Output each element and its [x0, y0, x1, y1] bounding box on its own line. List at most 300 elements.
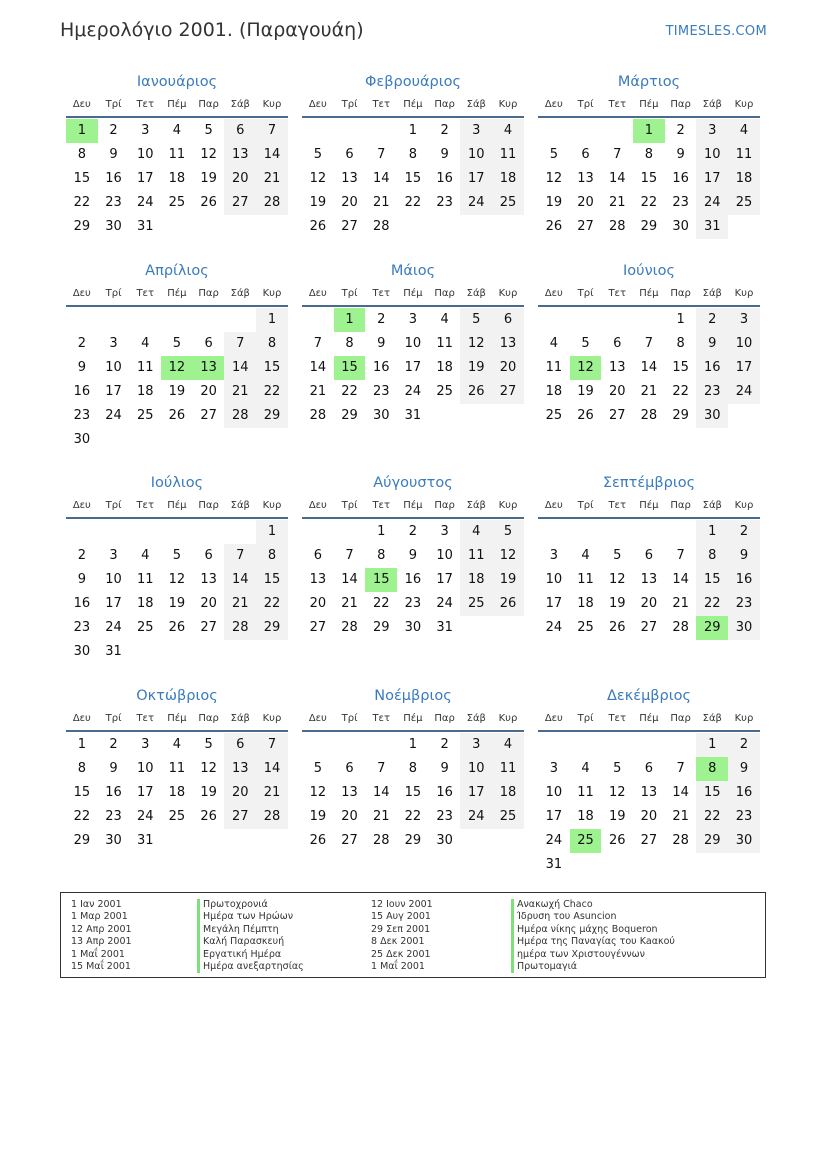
legend-date: 12 Απρ 2001 [71, 923, 132, 935]
brand-link[interactable]: TIMESLES.COM [665, 24, 767, 39]
day-cell: 29 [672, 408, 689, 423]
day-cell: 10 [136, 147, 154, 162]
day-cell: 11 [577, 785, 594, 800]
month-name: Αύγουστος [373, 475, 453, 491]
day-cell: 13 [341, 785, 358, 800]
day-cell: 25 [728, 191, 760, 215]
legend-date: 25 Δεκ 2001 [371, 948, 431, 960]
legend-date: 13 Απρ 2001 [71, 936, 132, 948]
day-cell: 15 [696, 568, 728, 592]
holiday-legend [60, 892, 766, 978]
day-cell: 4 [172, 737, 182, 752]
day-cell: 12 [200, 147, 217, 162]
day-cell: 30 [696, 404, 728, 428]
day-cell: 27 [200, 408, 217, 423]
day-cell: 21 [372, 809, 390, 824]
day-cell: 2 [696, 308, 728, 332]
day-cell: 3 [549, 548, 558, 563]
day-cell: 22 [73, 195, 91, 210]
day-cell: 3 [549, 761, 558, 776]
day-cell: 19 [608, 809, 626, 824]
day-cell: 9 [676, 147, 685, 162]
day-cell: 16 [728, 781, 760, 805]
day-cell: 17 [460, 167, 492, 191]
day-cell: 29 [696, 829, 728, 853]
month-block [538, 259, 760, 428]
day-cell: 31 [545, 857, 563, 872]
empty-cell [365, 119, 397, 143]
day-cell: 20 [224, 167, 256, 191]
day-cell: 11 [545, 360, 563, 375]
day-cell: 12 [608, 785, 626, 800]
day-cell: 14 [640, 360, 658, 375]
day-grid [538, 520, 760, 640]
day-cell: 5 [172, 336, 182, 351]
weekday-label: Τετ [608, 713, 626, 724]
weekday-label: Τετ [608, 500, 626, 511]
weekday-label: Πέμ [167, 713, 187, 724]
day-cell: 3 [141, 737, 150, 752]
day-cell: 19 [309, 195, 327, 210]
day-cell: 21 [640, 384, 658, 399]
day-cell: 18 [136, 384, 154, 399]
day-cell: 24 [728, 380, 760, 404]
day-cell: 15 [73, 785, 91, 800]
day-cell: 25 [168, 809, 186, 824]
empty-cell [633, 520, 665, 544]
day-cell: 13 [640, 572, 658, 587]
weekday-label: Πέμ [167, 500, 187, 511]
weekday-label: Σάβ [230, 288, 250, 299]
day-cell: 12 [460, 332, 492, 356]
day-cell: 14 [341, 572, 358, 587]
day-cell: 26 [200, 195, 217, 210]
legend-date: 12 Ιουν 2001 [371, 899, 433, 910]
day-cell: 5 [613, 761, 622, 776]
day-cell: 4 [141, 336, 150, 351]
day-cell: 17 [404, 360, 422, 375]
legend-date: 1 Μαρ 2001 [71, 911, 128, 923]
legend-holiday-name: Ανακωχή Chaco [511, 899, 675, 911]
legend-holiday-name: Ημέρα ανεξαρτησίας [197, 961, 304, 973]
day-cell: 31 [136, 833, 154, 848]
day-cell: 9 [440, 761, 449, 776]
empty-cell [570, 308, 602, 332]
day-cell: 13 [492, 332, 524, 356]
day-cell: 10 [105, 360, 122, 375]
day-cell: 22 [696, 592, 728, 616]
weekday-label: Παρ [670, 713, 691, 724]
day-cell: 21 [224, 592, 256, 616]
weekday-label: Κυρ [734, 500, 754, 511]
day-cell: 20 [200, 384, 217, 399]
day-cell: 18 [492, 167, 524, 191]
month-block [66, 70, 288, 239]
empty-cell [538, 119, 570, 143]
page-title: Ημερολόγιο 2001. (Παραγουάη) [60, 19, 364, 41]
month-block [66, 684, 288, 853]
legend-names-left [197, 899, 304, 973]
day-cell: 1 [256, 308, 288, 332]
day-cell: 6 [345, 147, 354, 162]
day-cell: 25 [136, 620, 154, 635]
empty-cell [633, 733, 665, 757]
day-cell: 24 [460, 805, 492, 829]
legend-holiday-name: Εργατική Ημέρα [197, 949, 304, 961]
day-cell: 9 [109, 147, 118, 162]
day-cell: 15 [73, 171, 91, 186]
empty-cell [633, 308, 665, 332]
day-cell: 12 [492, 544, 524, 568]
holiday-day-cell: 1 [334, 308, 366, 332]
day-cell: 11 [136, 360, 154, 375]
weekday-label: Σάβ [466, 288, 486, 299]
day-cell: 22 [404, 195, 422, 210]
day-cell: 26 [460, 380, 492, 404]
day-cell: 22 [404, 809, 422, 824]
empty-cell [302, 119, 334, 143]
weekday-label: Τρί [341, 99, 358, 110]
day-cell: 30 [728, 829, 760, 853]
day-cell: 19 [200, 785, 217, 800]
month-name: Οκτώβριος [136, 688, 218, 704]
day-cell: 22 [73, 809, 91, 824]
day-cell: 27 [200, 620, 217, 635]
weekday-label: Σάβ [230, 713, 250, 724]
day-cell: 8 [345, 336, 354, 351]
legend-date: 1 Μαΐ 2001 [371, 960, 425, 972]
weekday-label: Τετ [372, 99, 390, 110]
day-cell: 27 [341, 833, 358, 848]
day-cell: 23 [436, 809, 453, 824]
weekday-header [302, 495, 524, 519]
weekday-label: Σάβ [702, 99, 722, 110]
empty-cell [665, 733, 697, 757]
empty-cell [161, 308, 193, 332]
legend-date: 29 Σεπ 2001 [371, 923, 431, 935]
holiday-day-cell: 29 [696, 616, 728, 640]
day-cell: 2 [728, 733, 760, 757]
empty-cell [98, 520, 130, 544]
day-cell: 2 [408, 524, 418, 539]
weekday-label: Σάβ [230, 500, 250, 511]
day-cell: 19 [492, 568, 524, 592]
weekday-label: Τρί [577, 713, 594, 724]
weekday-label: Τετ [608, 288, 626, 299]
day-cell: 17 [460, 781, 492, 805]
weekday-label: Τετ [372, 713, 390, 724]
month-name: Μάρτιος [617, 74, 681, 90]
day-grid [302, 119, 524, 239]
empty-cell [570, 520, 602, 544]
weekday-header [302, 708, 524, 732]
day-cell: 6 [313, 548, 322, 563]
day-cell: 21 [672, 596, 689, 611]
day-cell: 8 [644, 147, 654, 162]
day-cell: 5 [460, 308, 492, 332]
weekday-header [66, 495, 288, 519]
day-cell: 6 [224, 119, 256, 143]
day-cell: 19 [309, 809, 327, 824]
empty-cell [66, 308, 98, 332]
weekday-label: Δευ [308, 500, 327, 511]
day-cell: 17 [105, 384, 122, 399]
day-cell: 6 [204, 548, 213, 563]
day-cell: 12 [309, 785, 327, 800]
day-cell: 13 [577, 171, 594, 186]
month-name: Ιανουάριος [136, 74, 218, 90]
day-cell: 23 [672, 195, 689, 210]
weekday-label: Πέμ [403, 99, 423, 110]
day-cell: 29 [341, 408, 358, 423]
day-cell: 16 [372, 360, 390, 375]
empty-cell [334, 733, 366, 757]
day-cell: 23 [73, 408, 91, 423]
day-cell: 12 [545, 171, 563, 186]
weekday-header [538, 94, 760, 118]
day-cell: 2 [728, 520, 760, 544]
day-cell: 22 [372, 596, 390, 611]
day-cell: 30 [105, 833, 122, 848]
month-name: Ιούνιος [623, 263, 675, 279]
weekday-label: Σάβ [466, 99, 486, 110]
holiday-day-cell: 25 [570, 829, 602, 853]
day-cell: 6 [644, 548, 654, 563]
legend-holiday-name: Ίδρυση του Asuncion [511, 911, 675, 923]
day-cell: 28 [256, 805, 288, 829]
day-cell: 2 [109, 123, 118, 138]
weekday-label: Παρ [198, 500, 219, 511]
day-cell: 15 [696, 781, 728, 805]
day-cell: 21 [256, 167, 288, 191]
day-cell: 9 [408, 548, 418, 563]
day-cell: 16 [73, 596, 91, 611]
day-cell: 23 [105, 809, 122, 824]
day-cell: 14 [309, 360, 327, 375]
day-cell: 12 [168, 572, 186, 587]
day-cell: 28 [372, 219, 390, 234]
empty-cell [224, 520, 256, 544]
day-cell: 5 [549, 147, 558, 162]
empty-cell [365, 733, 397, 757]
day-cell: 18 [728, 167, 760, 191]
day-cell: 7 [676, 548, 685, 563]
weekday-label: Κυρ [734, 288, 754, 299]
weekday-label: Τρί [105, 288, 122, 299]
day-cell: 1 [676, 312, 685, 327]
weekday-header [538, 708, 760, 732]
day-cell: 2 [676, 123, 685, 138]
day-cell: 11 [168, 761, 186, 776]
legend-dates-left [71, 899, 132, 973]
day-cell: 25 [577, 620, 594, 635]
month-block [302, 684, 524, 853]
weekday-label: Δευ [544, 99, 563, 110]
day-cell: 8 [77, 761, 86, 776]
legend-holiday-name: Ημέρα των Ηρώων [197, 911, 304, 923]
weekday-label: Δευ [544, 288, 563, 299]
day-cell: 14 [256, 143, 288, 167]
day-cell: 23 [105, 195, 122, 210]
day-cell: 30 [105, 219, 122, 234]
weekday-label: Τετ [608, 99, 626, 110]
day-cell: 27 [224, 805, 256, 829]
day-cell: 30 [728, 616, 760, 640]
month-name: Φεβρουάριος [364, 74, 462, 90]
day-cell: 4 [492, 733, 524, 757]
day-cell: 12 [309, 171, 327, 186]
weekday-label: Τετ [372, 500, 390, 511]
empty-cell [302, 733, 334, 757]
weekday-label: Κυρ [498, 500, 518, 511]
month-block [302, 471, 524, 640]
day-cell: 6 [345, 761, 354, 776]
day-cell: 21 [256, 781, 288, 805]
month-name: Απρίλιος [145, 263, 209, 279]
day-cell: 19 [545, 195, 563, 210]
day-cell: 10 [460, 143, 492, 167]
day-cell: 9 [77, 360, 86, 375]
day-cell: 24 [460, 191, 492, 215]
day-cell: 17 [436, 572, 453, 587]
weekday-label: Παρ [670, 288, 691, 299]
weekday-label: Πέμ [167, 288, 187, 299]
day-cell: 30 [372, 408, 390, 423]
weekday-label: Κυρ [262, 99, 282, 110]
empty-cell [601, 733, 633, 757]
day-cell: 29 [404, 833, 422, 848]
day-cell: 21 [672, 809, 689, 824]
day-cell: 29 [73, 833, 91, 848]
legend-date: 8 Δεκ 2001 [371, 936, 425, 948]
day-cell: 13 [224, 143, 256, 167]
day-cell: 1 [77, 737, 86, 752]
day-cell: 17 [728, 356, 760, 380]
day-cell: 19 [460, 356, 492, 380]
day-cell: 28 [224, 404, 256, 428]
day-cell: 15 [404, 171, 422, 186]
day-cell: 25 [545, 408, 563, 423]
day-cell: 26 [168, 408, 186, 423]
day-cell: 25 [492, 191, 524, 215]
day-cell: 28 [672, 620, 689, 635]
day-cell: 20 [309, 596, 327, 611]
day-cell: 16 [436, 171, 453, 186]
weekday-label: Κυρ [498, 99, 518, 110]
day-cell: 23 [696, 380, 728, 404]
day-cell: 19 [168, 384, 186, 399]
day-cell: 16 [728, 568, 760, 592]
day-cell: 8 [377, 548, 386, 563]
day-cell: 14 [224, 568, 256, 592]
weekday-header [66, 708, 288, 732]
weekday-label: Δευ [308, 99, 327, 110]
weekday-label: Δευ [72, 99, 91, 110]
legend-holiday-name: Μεγάλη Πέμπτη [197, 924, 304, 936]
day-cell: 25 [492, 805, 524, 829]
holiday-day-cell: 12 [161, 356, 193, 380]
legend-date: 1 Ιαν 2001 [71, 899, 122, 910]
weekday-label: Τρί [105, 99, 122, 110]
day-grid [66, 119, 288, 239]
legend-holiday-name: Πρωτοχρονιά [197, 899, 304, 911]
day-cell: 27 [608, 408, 626, 423]
month-name: Σεπτέμβριος [602, 475, 696, 491]
day-cell: 26 [309, 833, 327, 848]
day-cell: 31 [696, 215, 728, 239]
day-cell: 13 [640, 785, 658, 800]
day-cell: 3 [141, 123, 150, 138]
day-cell: 29 [640, 219, 658, 234]
day-cell: 26 [577, 408, 594, 423]
day-grid [302, 733, 524, 853]
day-cell: 27 [341, 219, 358, 234]
weekday-label: Κυρ [262, 713, 282, 724]
day-cell: 20 [492, 356, 524, 380]
day-cell: 4 [492, 119, 524, 143]
day-cell: 10 [545, 785, 563, 800]
holiday-day-cell: 15 [334, 356, 366, 380]
day-cell: 28 [309, 408, 327, 423]
day-cell: 5 [204, 737, 213, 752]
day-cell: 3 [440, 524, 449, 539]
day-cell: 3 [728, 308, 760, 332]
day-cell: 9 [77, 572, 86, 587]
day-cell: 11 [136, 572, 154, 587]
weekday-label: Τρί [105, 500, 122, 511]
empty-cell [129, 520, 161, 544]
legend-date: 15 Μαΐ 2001 [71, 960, 131, 972]
day-cell: 28 [224, 616, 256, 640]
day-cell: 20 [577, 195, 594, 210]
weekday-label: Σάβ [230, 99, 250, 110]
day-cell: 10 [728, 332, 760, 356]
day-cell: 24 [545, 833, 563, 848]
weekday-header [538, 283, 760, 307]
weekday-label: Σάβ [466, 500, 486, 511]
day-cell: 11 [577, 572, 594, 587]
day-cell: 29 [256, 404, 288, 428]
legend-holiday-name: ημέρα των Χριστουγέννων [511, 949, 675, 961]
day-cell: 20 [640, 596, 658, 611]
day-cell: 15 [672, 360, 689, 375]
day-cell: 20 [224, 781, 256, 805]
day-cell: 3 [109, 548, 118, 563]
weekday-label: Τρί [105, 713, 122, 724]
weekday-label: Πέμ [639, 500, 659, 511]
weekday-label: Πέμ [167, 99, 187, 110]
day-cell: 23 [404, 596, 422, 611]
day-cell: 8 [77, 147, 86, 162]
weekday-label: Δευ [308, 713, 327, 724]
day-cell: 10 [105, 572, 122, 587]
day-cell: 16 [73, 384, 91, 399]
legend-holiday-name: Πρωτομαγιά [511, 961, 675, 973]
day-cell: 24 [545, 620, 563, 635]
empty-cell [193, 308, 225, 332]
weekday-label: Τρί [577, 500, 594, 511]
weekday-label: Σάβ [702, 713, 722, 724]
weekday-label: Πέμ [403, 713, 423, 724]
weekday-label: Παρ [434, 713, 455, 724]
day-cell: 28 [341, 620, 358, 635]
day-cell: 22 [672, 384, 689, 399]
day-cell: 9 [377, 336, 386, 351]
weekday-label: Παρ [198, 713, 219, 724]
legend-holiday-name: Ημέρα της Παναγίας του Κaακού [511, 936, 675, 948]
day-cell: 25 [436, 384, 453, 399]
day-cell: 7 [644, 336, 654, 351]
